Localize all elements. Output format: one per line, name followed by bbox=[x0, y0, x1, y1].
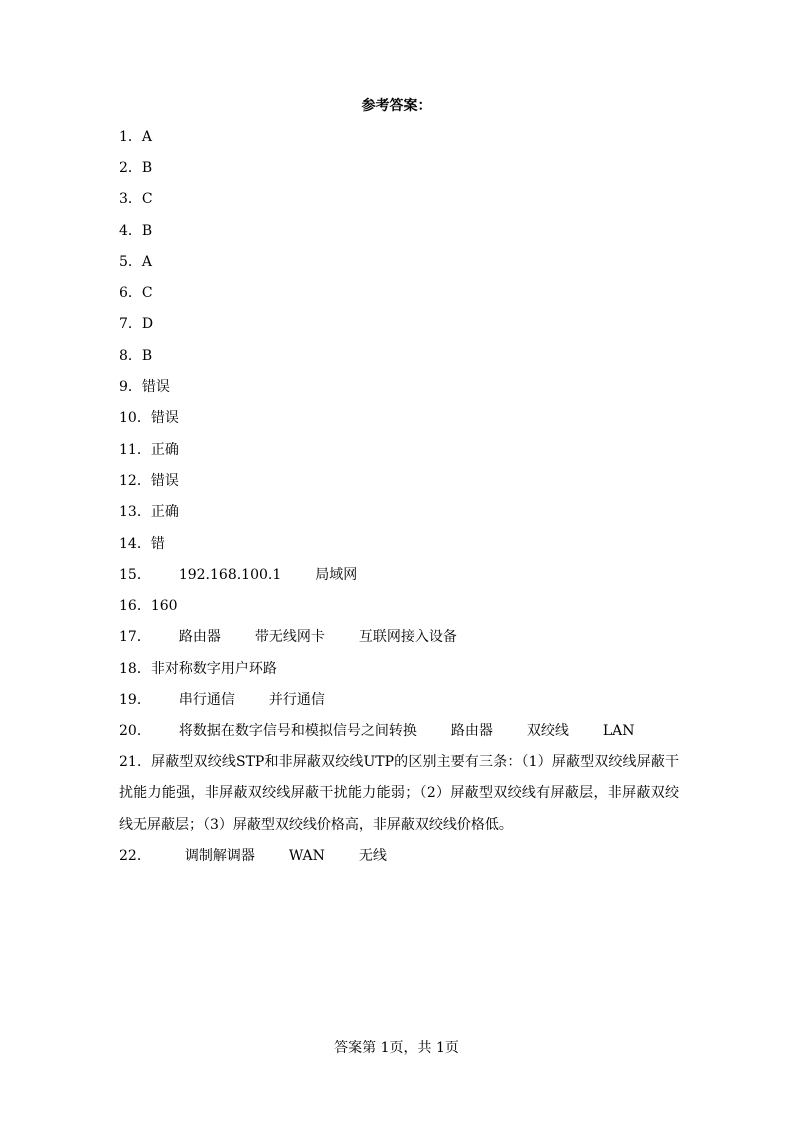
question-number: 6． bbox=[119, 285, 142, 302]
question-number: 13． bbox=[119, 504, 151, 521]
answer-text: A bbox=[141, 253, 153, 270]
answer-paragraph-q21 bbox=[119, 747, 679, 841]
answer-line bbox=[119, 434, 679, 465]
question-number: 18． bbox=[119, 660, 151, 677]
answer-text: 屏蔽型双绞线STP和非屏蔽双绞线UTP的区别主要有三条：（1）屏蔽型双绞线屏蔽干扰能力能强，非屏蔽双绞线屏蔽干扰能力能弱；（2）屏蔽型双绞线有屏蔽层，非屏蔽双绞线无屏蔽层；（3）屏蔽型双绞线价格高，非屏蔽双绞线价格低。 bbox=[119, 753, 679, 833]
blank-answer: 带无线网卡 bbox=[254, 629, 325, 646]
blank-answer: 将数据在数字信号和模拟信号之间转换 bbox=[178, 723, 417, 740]
answer-text: C bbox=[141, 285, 153, 302]
question-number: 19． bbox=[119, 691, 151, 708]
answer-line-q18 bbox=[119, 653, 679, 684]
question-number: 4． bbox=[119, 222, 142, 239]
question-number: 9． bbox=[119, 379, 142, 396]
question-number: 11． bbox=[119, 441, 151, 458]
question-number: 16． bbox=[119, 598, 151, 615]
question-number: 3． bbox=[119, 191, 142, 208]
answer-line bbox=[119, 246, 679, 277]
answer-line bbox=[119, 371, 679, 402]
question-number: 5． bbox=[119, 253, 142, 270]
answer-line bbox=[119, 121, 679, 152]
blank-answer: 无线 bbox=[358, 848, 387, 865]
question-number: 8． bbox=[119, 347, 142, 364]
answer-text: D bbox=[141, 316, 154, 333]
page-title: 参考答案： bbox=[361, 98, 432, 114]
blank-answer: WAN bbox=[288, 848, 325, 865]
answer-text: 160 bbox=[150, 598, 178, 615]
answer-line bbox=[119, 215, 679, 246]
question-number: 17． bbox=[119, 629, 151, 646]
question-number: 1． bbox=[119, 128, 142, 145]
blank-answer: 路由器 bbox=[450, 723, 493, 740]
answer-text: 错 bbox=[150, 535, 165, 552]
answer-line-q19 bbox=[119, 684, 679, 715]
answer-line bbox=[119, 309, 679, 340]
question-number: 22． bbox=[119, 848, 151, 865]
answer-text: B bbox=[141, 222, 153, 239]
answer-text: C bbox=[141, 191, 153, 208]
question-number: 12． bbox=[119, 472, 151, 489]
answer-list bbox=[119, 121, 679, 872]
answer-line-q15 bbox=[119, 559, 679, 590]
page-footer: 答案第 1页，共 1页 bbox=[334, 1040, 459, 1056]
blank-answer: 互联网接入设备 bbox=[358, 629, 457, 646]
answer-text: A bbox=[141, 128, 153, 145]
answer-text: 错误 bbox=[150, 410, 179, 427]
answer-line bbox=[119, 277, 679, 308]
answer-text: 错误 bbox=[150, 472, 179, 489]
answer-line-q22 bbox=[119, 841, 679, 872]
question-number: 14． bbox=[119, 535, 151, 552]
question-number: 20． bbox=[119, 723, 151, 740]
answer-text: 正确 bbox=[150, 504, 179, 521]
answer-line bbox=[119, 497, 679, 528]
blank-answer: LAN bbox=[602, 723, 635, 740]
answer-line-q17 bbox=[119, 622, 679, 653]
answer-text: 非对称数字用户环路 bbox=[150, 660, 277, 677]
answer-text: B bbox=[141, 347, 153, 364]
answer-line bbox=[119, 340, 679, 371]
answer-line bbox=[119, 465, 679, 496]
answer-line-q20 bbox=[119, 716, 679, 747]
question-number: 15． bbox=[119, 566, 151, 583]
blank-answer: 双绞线 bbox=[526, 723, 569, 740]
answer-line bbox=[119, 152, 679, 183]
blank-answer: 并行通信 bbox=[268, 691, 325, 708]
blank-answer: 局域网 bbox=[315, 566, 358, 583]
answer-text: 正确 bbox=[150, 441, 179, 458]
question-number: 7． bbox=[119, 316, 142, 333]
question-number: 10． bbox=[119, 410, 151, 427]
answer-text: 错误 bbox=[141, 379, 170, 396]
question-number: 21． bbox=[119, 753, 152, 770]
blank-answer: 串行通信 bbox=[178, 691, 235, 708]
answer-line-q16 bbox=[119, 590, 679, 621]
answer-line bbox=[119, 403, 679, 434]
blank-answer: 路由器 bbox=[178, 629, 221, 646]
answer-line bbox=[119, 184, 679, 215]
blank-answer: 调制解调器 bbox=[184, 848, 255, 865]
blank-answer: 192.168.100.1 bbox=[178, 566, 282, 583]
answer-line bbox=[119, 528, 679, 559]
question-number: 2． bbox=[119, 159, 142, 176]
answer-text: B bbox=[141, 159, 153, 176]
